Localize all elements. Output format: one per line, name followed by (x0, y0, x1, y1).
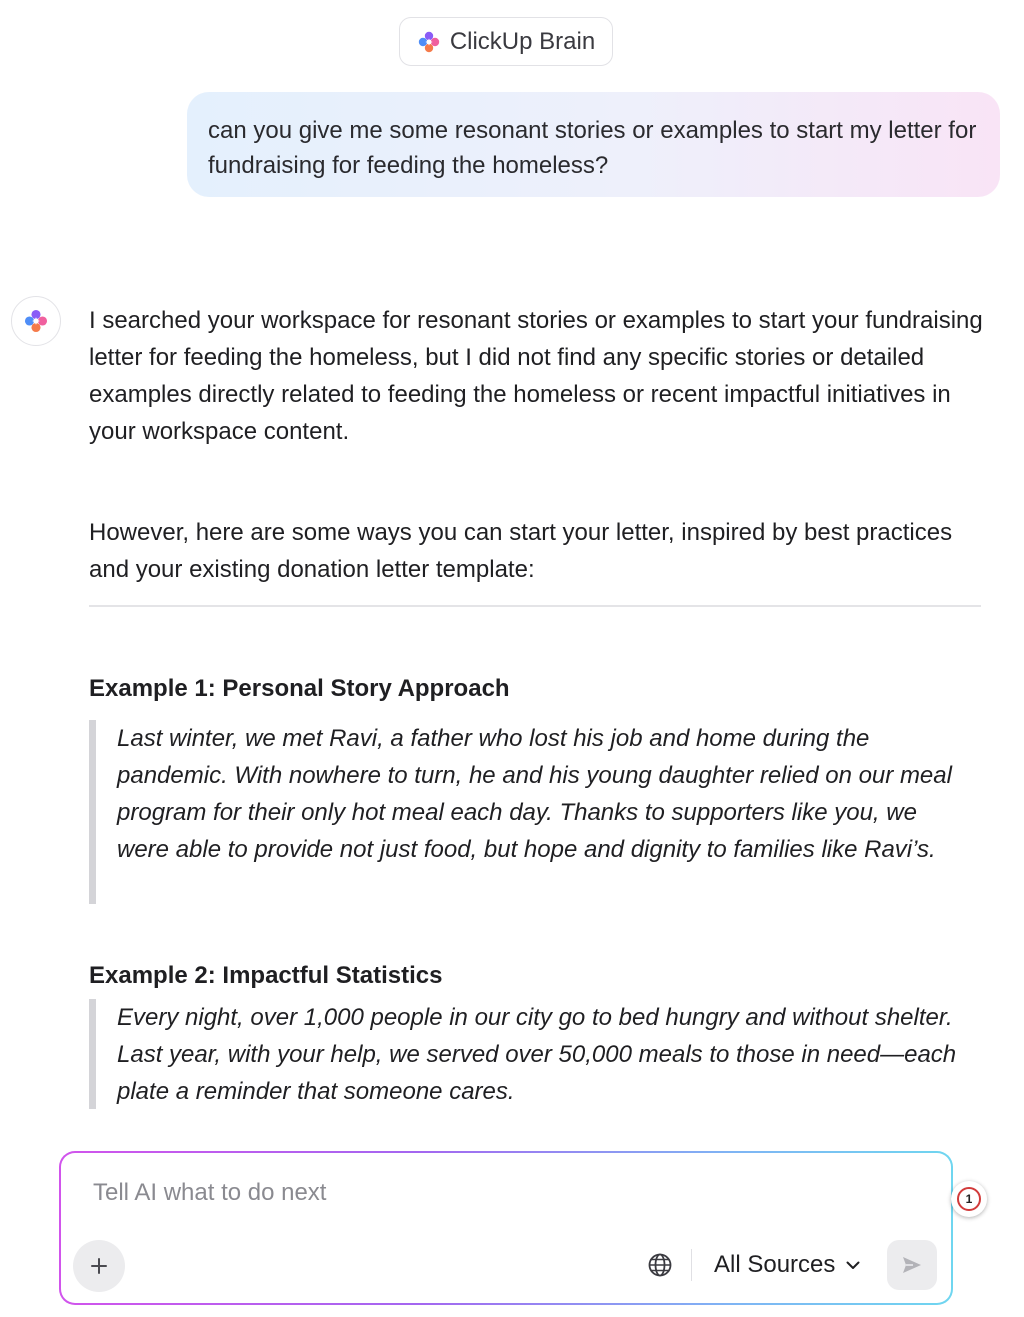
plus-icon (89, 1256, 109, 1276)
ai-avatar (11, 296, 61, 346)
header-title: ClickUp Brain (449, 27, 596, 55)
composer-input[interactable]: Tell AI what to do next (93, 1179, 327, 1206)
separator (691, 1249, 692, 1281)
example-heading: Example 2: Impactful Statistics (89, 962, 443, 989)
example-blockquote: Every night, over 1,000 people in our city go to bed hungry and without shelter. Last year, with your help, we served over 50,000 meals to those in need—each plate a reminder that someone cares. (89, 999, 969, 1109)
clickup-brain-logo-icon (23, 308, 49, 334)
user-message-text: can you give me some resonant stories or examples to start my letter for fundraising for feeding the homeless? (208, 117, 977, 179)
clickup-brain-header[interactable] (399, 17, 613, 66)
web-search-button[interactable] (646, 1251, 674, 1279)
send-button[interactable] (887, 1240, 937, 1290)
chevron-down-icon (845, 1257, 861, 1273)
user-message-bubble (187, 92, 1000, 197)
sources-dropdown[interactable] (714, 1249, 861, 1281)
add-attachment-button[interactable] (73, 1240, 125, 1292)
composer-inner (61, 1153, 951, 1303)
notification-count: 1 (957, 1187, 981, 1211)
ai-response-paragraph: I searched your workspace for resonant stories or examples to start your fundraising letter for feeding the homeless, but I did not find any specific stories or detailed examples directly related to feeding the homeless or recent impactful initiatives in your workspace content. (89, 307, 983, 445)
divider (89, 605, 981, 607)
globe-icon (647, 1252, 673, 1278)
ai-composer (59, 1151, 953, 1305)
example-blockquote: Last winter, we met Ravi, a father who lost his job and home during the pandemic. With nowhere to turn, he and his young daughter relied on our meal program for their only hot meal each day. Thanks to supporters like you, we were able to provide not just food, but hope and dignity to families like Ravi’s. (89, 720, 969, 904)
sources-label: All Sources (714, 1251, 836, 1278)
send-icon (900, 1253, 924, 1277)
example-heading: Example 1: Personal Story Approach (89, 675, 510, 702)
notification-badge[interactable] (951, 1181, 987, 1217)
clickup-brain-logo-icon (417, 30, 441, 54)
ai-response-paragraph: However, here are some ways you can start your letter, inspired by best practices and your existing donation letter template: (89, 519, 953, 583)
